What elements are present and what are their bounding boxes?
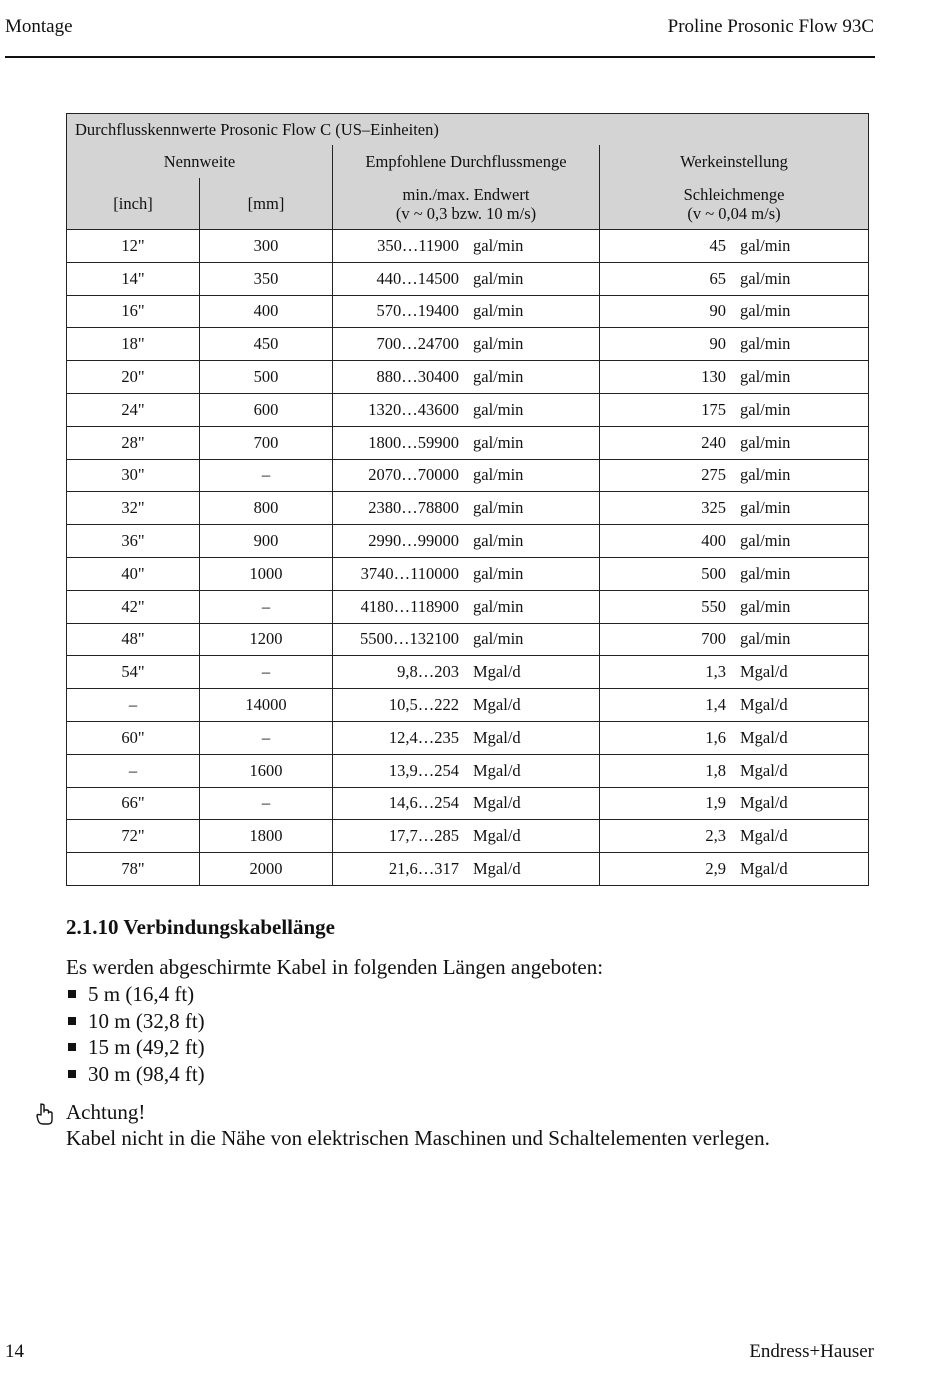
flow-range-value: 350…11900 [377, 235, 459, 255]
cell-mm: 1000 [200, 557, 333, 590]
list-item: 30 m (98,4 ft) [66, 1061, 205, 1088]
cell-flow-range [333, 262, 600, 295]
table-row [67, 328, 869, 361]
creep-value: 90 [709, 301, 726, 321]
flow-range-unit: Mgal/d [473, 859, 521, 879]
cell-flow-range [333, 230, 600, 263]
cell-flow-range [333, 328, 600, 361]
creep-unit: gal/min [740, 465, 791, 485]
cell-flow-range [333, 295, 600, 328]
cell-inch: 28" [67, 426, 200, 459]
cell-creep [600, 525, 869, 558]
table-row [67, 656, 869, 689]
flow-range-unit: gal/min [473, 563, 524, 583]
creep-unit: Mgal/d [740, 859, 788, 879]
warning-text: Kabel nicht in die Nähe von elektrischen Maschinen und Schaltelementen verlegen. [66, 1126, 770, 1150]
cell-creep [600, 393, 869, 426]
creep-unit: Mgal/d [740, 826, 788, 846]
cell-mm: 300 [200, 230, 333, 263]
flow-range-unit: Mgal/d [473, 793, 521, 813]
cell-flow-range [333, 689, 600, 722]
cell-creep [600, 853, 869, 886]
cell-inch: 16" [67, 295, 200, 328]
cell-mm: 400 [200, 295, 333, 328]
header-section-title: Montage [5, 16, 73, 37]
flow-range-unit: gal/min [473, 235, 524, 255]
flow-range-value: 2990…99000 [368, 531, 459, 551]
creep-value: 130 [701, 367, 726, 387]
table-row [67, 525, 869, 558]
brand-name: Endress+Hauser [749, 1341, 874, 1362]
cell-flow-range [333, 459, 600, 492]
cell-mm: 1200 [200, 623, 333, 656]
flow-range-value: 700…24700 [376, 334, 459, 354]
flow-range-value: 570…19400 [376, 301, 459, 321]
creep-unit: gal/min [740, 367, 791, 387]
cell-mm: 900 [200, 525, 333, 558]
cell-mm: – [200, 721, 333, 754]
creep-value: 2,3 [705, 826, 726, 846]
creep-unit: gal/min [740, 596, 791, 616]
table-row [67, 853, 869, 886]
flow-range-unit: gal/min [473, 367, 524, 387]
flow-range-unit: gal/min [473, 301, 524, 321]
creep-value: 1,6 [705, 727, 726, 747]
flow-range-value: 9,8…203 [397, 662, 459, 682]
page-number: 14 [5, 1341, 24, 1362]
flow-range-value: 880…30400 [376, 367, 459, 387]
flow-range-value: 17,7…285 [388, 826, 459, 846]
table-row [67, 426, 869, 459]
creep-value: 700 [701, 629, 726, 649]
cell-inch: 14" [67, 262, 200, 295]
flow-range-value: 440…14500 [376, 268, 459, 288]
list-item: 15 m (49,2 ft) [66, 1034, 205, 1061]
cell-creep [600, 623, 869, 656]
cell-mm: – [200, 656, 333, 689]
cell-inch: 32" [67, 492, 200, 525]
cell-mm: 14000 [200, 689, 333, 722]
creep-unit: gal/min [740, 235, 791, 255]
cell-inch: – [67, 689, 200, 722]
cell-flow-range [333, 590, 600, 623]
creep-value: 175 [701, 399, 726, 419]
table-row [67, 721, 869, 754]
flow-range-value: 12,4…235 [388, 727, 459, 747]
table-title: Durchflusskennwerte Prosonic Flow C (US–Einheiten) [67, 114, 869, 146]
flow-range-value: 1320…43600 [368, 399, 459, 419]
cell-mm: 500 [200, 361, 333, 394]
creep-unit: Mgal/d [740, 793, 788, 813]
cell-flow-range [333, 525, 600, 558]
cell-inch: 12" [67, 230, 200, 263]
bullet-square-icon [68, 1070, 76, 1078]
flow-range-value: 3740…110000 [360, 563, 459, 583]
creep-unit: gal/min [740, 301, 791, 321]
group-header-flow: Empfohlene Durchflussmenge [333, 145, 600, 178]
column-header-flow-range [333, 178, 600, 230]
cell-creep [600, 689, 869, 722]
table-row [67, 754, 869, 787]
cell-creep [600, 459, 869, 492]
cell-inch: 24" [67, 393, 200, 426]
cell-flow-range [333, 721, 600, 754]
cell-creep [600, 557, 869, 590]
cell-flow-range [333, 853, 600, 886]
cell-flow-range [333, 557, 600, 590]
table-row [67, 230, 869, 263]
section-heading: 2.1.10 Verbindungskabellänge [66, 915, 336, 939]
creep-value: 2,9 [705, 859, 726, 879]
creep-unit: gal/min [740, 531, 791, 551]
cell-flow-range [333, 426, 600, 459]
flow-range-header-line1: min./max. Endwert [402, 184, 530, 204]
cell-inch: 54" [67, 656, 200, 689]
creep-unit: gal/min [740, 268, 791, 288]
creep-value: 1,8 [705, 760, 726, 780]
creep-value: 325 [701, 498, 726, 518]
creep-value: 240 [701, 432, 726, 452]
list-item: 5 m (16,4 ft) [66, 981, 205, 1008]
flow-range-unit: gal/min [473, 629, 524, 649]
flow-range-unit: Mgal/d [473, 826, 521, 846]
flow-range-unit: gal/min [473, 334, 524, 354]
creep-unit: Mgal/d [740, 727, 788, 747]
flow-range-value: 2070…70000 [368, 465, 459, 485]
bullet-square-icon [68, 1043, 76, 1051]
header-product-title: Proline Prosonic Flow 93C [667, 16, 874, 37]
table-row [67, 557, 869, 590]
creep-header-line1: Schleichmenge [683, 184, 785, 204]
cell-creep [600, 820, 869, 853]
table-row [67, 623, 869, 656]
cell-flow-range [333, 820, 600, 853]
cell-inch: 42" [67, 590, 200, 623]
cell-mm: 800 [200, 492, 333, 525]
cell-inch: 78" [67, 853, 200, 886]
cell-creep [600, 295, 869, 328]
table-row [67, 820, 869, 853]
group-header-nominal: Nennweite [67, 145, 333, 178]
cell-flow-range [333, 361, 600, 394]
flow-range-unit: gal/min [473, 432, 524, 452]
warning-title: Achtung! [66, 1100, 146, 1124]
creep-unit: Mgal/d [740, 662, 788, 682]
creep-value: 275 [701, 465, 726, 485]
creep-value: 1,3 [705, 662, 726, 682]
creep-header-line2: (v ~ 0,04 m/s) [687, 203, 781, 223]
creep-unit: gal/min [740, 629, 791, 649]
flow-range-header-line2: (v ~ 0,3 bzw. 10 m/s) [395, 203, 537, 223]
cell-mm: 700 [200, 426, 333, 459]
cable-length-list [66, 981, 205, 1087]
creep-value: 400 [701, 531, 726, 551]
cell-creep [600, 361, 869, 394]
bullet-square-icon [68, 990, 76, 998]
flow-range-unit: Mgal/d [473, 760, 521, 780]
cell-flow-range [333, 623, 600, 656]
flow-range-value: 4180…118900 [360, 596, 459, 616]
group-header-factory: Werkeinstellung [600, 145, 869, 178]
table-row [67, 492, 869, 525]
creep-value: 65 [709, 268, 726, 288]
column-header-mm: [mm] [200, 178, 333, 230]
table-row [67, 361, 869, 394]
cell-flow-range [333, 787, 600, 820]
flow-range-unit: Mgal/d [473, 727, 521, 747]
flow-range-unit: gal/min [473, 399, 524, 419]
flow-range-unit: Mgal/d [473, 695, 521, 715]
cell-mm: 600 [200, 393, 333, 426]
cell-flow-range [333, 754, 600, 787]
column-header-creep [600, 178, 869, 230]
creep-value: 1,9 [705, 793, 726, 813]
list-item: 10 m (32,8 ft) [66, 1008, 205, 1035]
creep-unit: gal/min [740, 563, 791, 583]
flow-range-value: 14,6…254 [388, 793, 459, 813]
creep-unit: gal/min [740, 432, 791, 452]
cell-creep [600, 328, 869, 361]
table-row [67, 590, 869, 623]
creep-value: 90 [709, 334, 726, 354]
cell-creep [600, 262, 869, 295]
cell-inch: 66" [67, 787, 200, 820]
cell-creep [600, 590, 869, 623]
cell-inch: 72" [67, 820, 200, 853]
flow-range-value: 1800…59900 [368, 432, 459, 452]
pointing-hand-icon [34, 1102, 56, 1126]
table-row [67, 689, 869, 722]
creep-unit: Mgal/d [740, 760, 788, 780]
flow-range-unit: Mgal/d [473, 662, 521, 682]
cell-mm: 1800 [200, 820, 333, 853]
cell-creep [600, 426, 869, 459]
cell-inch: 48" [67, 623, 200, 656]
cell-inch: 36" [67, 525, 200, 558]
cell-creep [600, 230, 869, 263]
bullet-square-icon [68, 1017, 76, 1025]
table-row [67, 295, 869, 328]
cell-flow-range [333, 492, 600, 525]
cell-inch: 40" [67, 557, 200, 590]
header-rule [5, 56, 875, 58]
cell-creep [600, 787, 869, 820]
flow-range-value: 5500…132100 [360, 629, 459, 649]
flow-range-unit: gal/min [473, 465, 524, 485]
table-row [67, 393, 869, 426]
cell-mm: 2000 [200, 853, 333, 886]
flow-range-unit: gal/min [473, 498, 524, 518]
creep-value: 500 [701, 563, 726, 583]
cell-creep [600, 754, 869, 787]
flow-values-table [66, 113, 869, 886]
flow-range-value: 2380…78800 [368, 498, 459, 518]
column-header-inch: [inch] [67, 178, 200, 230]
cell-mm: – [200, 787, 333, 820]
creep-unit: gal/min [740, 334, 791, 354]
flow-range-unit: gal/min [473, 531, 524, 551]
table-row [67, 262, 869, 295]
creep-value: 1,4 [705, 695, 726, 715]
table-row [67, 787, 869, 820]
table-body [67, 230, 869, 886]
cell-mm: – [200, 459, 333, 492]
creep-value: 550 [701, 596, 726, 616]
cell-mm: 450 [200, 328, 333, 361]
cell-creep [600, 492, 869, 525]
flow-range-unit: gal/min [473, 268, 524, 288]
creep-unit: gal/min [740, 399, 791, 419]
cell-creep [600, 656, 869, 689]
flow-range-value: 21,6…317 [388, 859, 459, 879]
cell-inch: 20" [67, 361, 200, 394]
creep-unit: Mgal/d [740, 695, 788, 715]
cell-mm: – [200, 590, 333, 623]
section-intro: Es werden abgeschirmte Kabel in folgenden Längen angeboten: [66, 955, 604, 979]
creep-unit: gal/min [740, 498, 791, 518]
flow-range-value: 13,9…254 [388, 760, 459, 780]
cell-mm: 1600 [200, 754, 333, 787]
cell-creep [600, 721, 869, 754]
cell-flow-range [333, 393, 600, 426]
cell-mm: 350 [200, 262, 333, 295]
cell-inch: 30" [67, 459, 200, 492]
cell-inch: – [67, 754, 200, 787]
creep-value: 45 [709, 235, 726, 255]
cell-flow-range [333, 656, 600, 689]
table-row [67, 459, 869, 492]
cell-inch: 60" [67, 721, 200, 754]
flow-range-unit: gal/min [473, 596, 524, 616]
cell-inch: 18" [67, 328, 200, 361]
flow-range-value: 10,5…222 [388, 695, 459, 715]
